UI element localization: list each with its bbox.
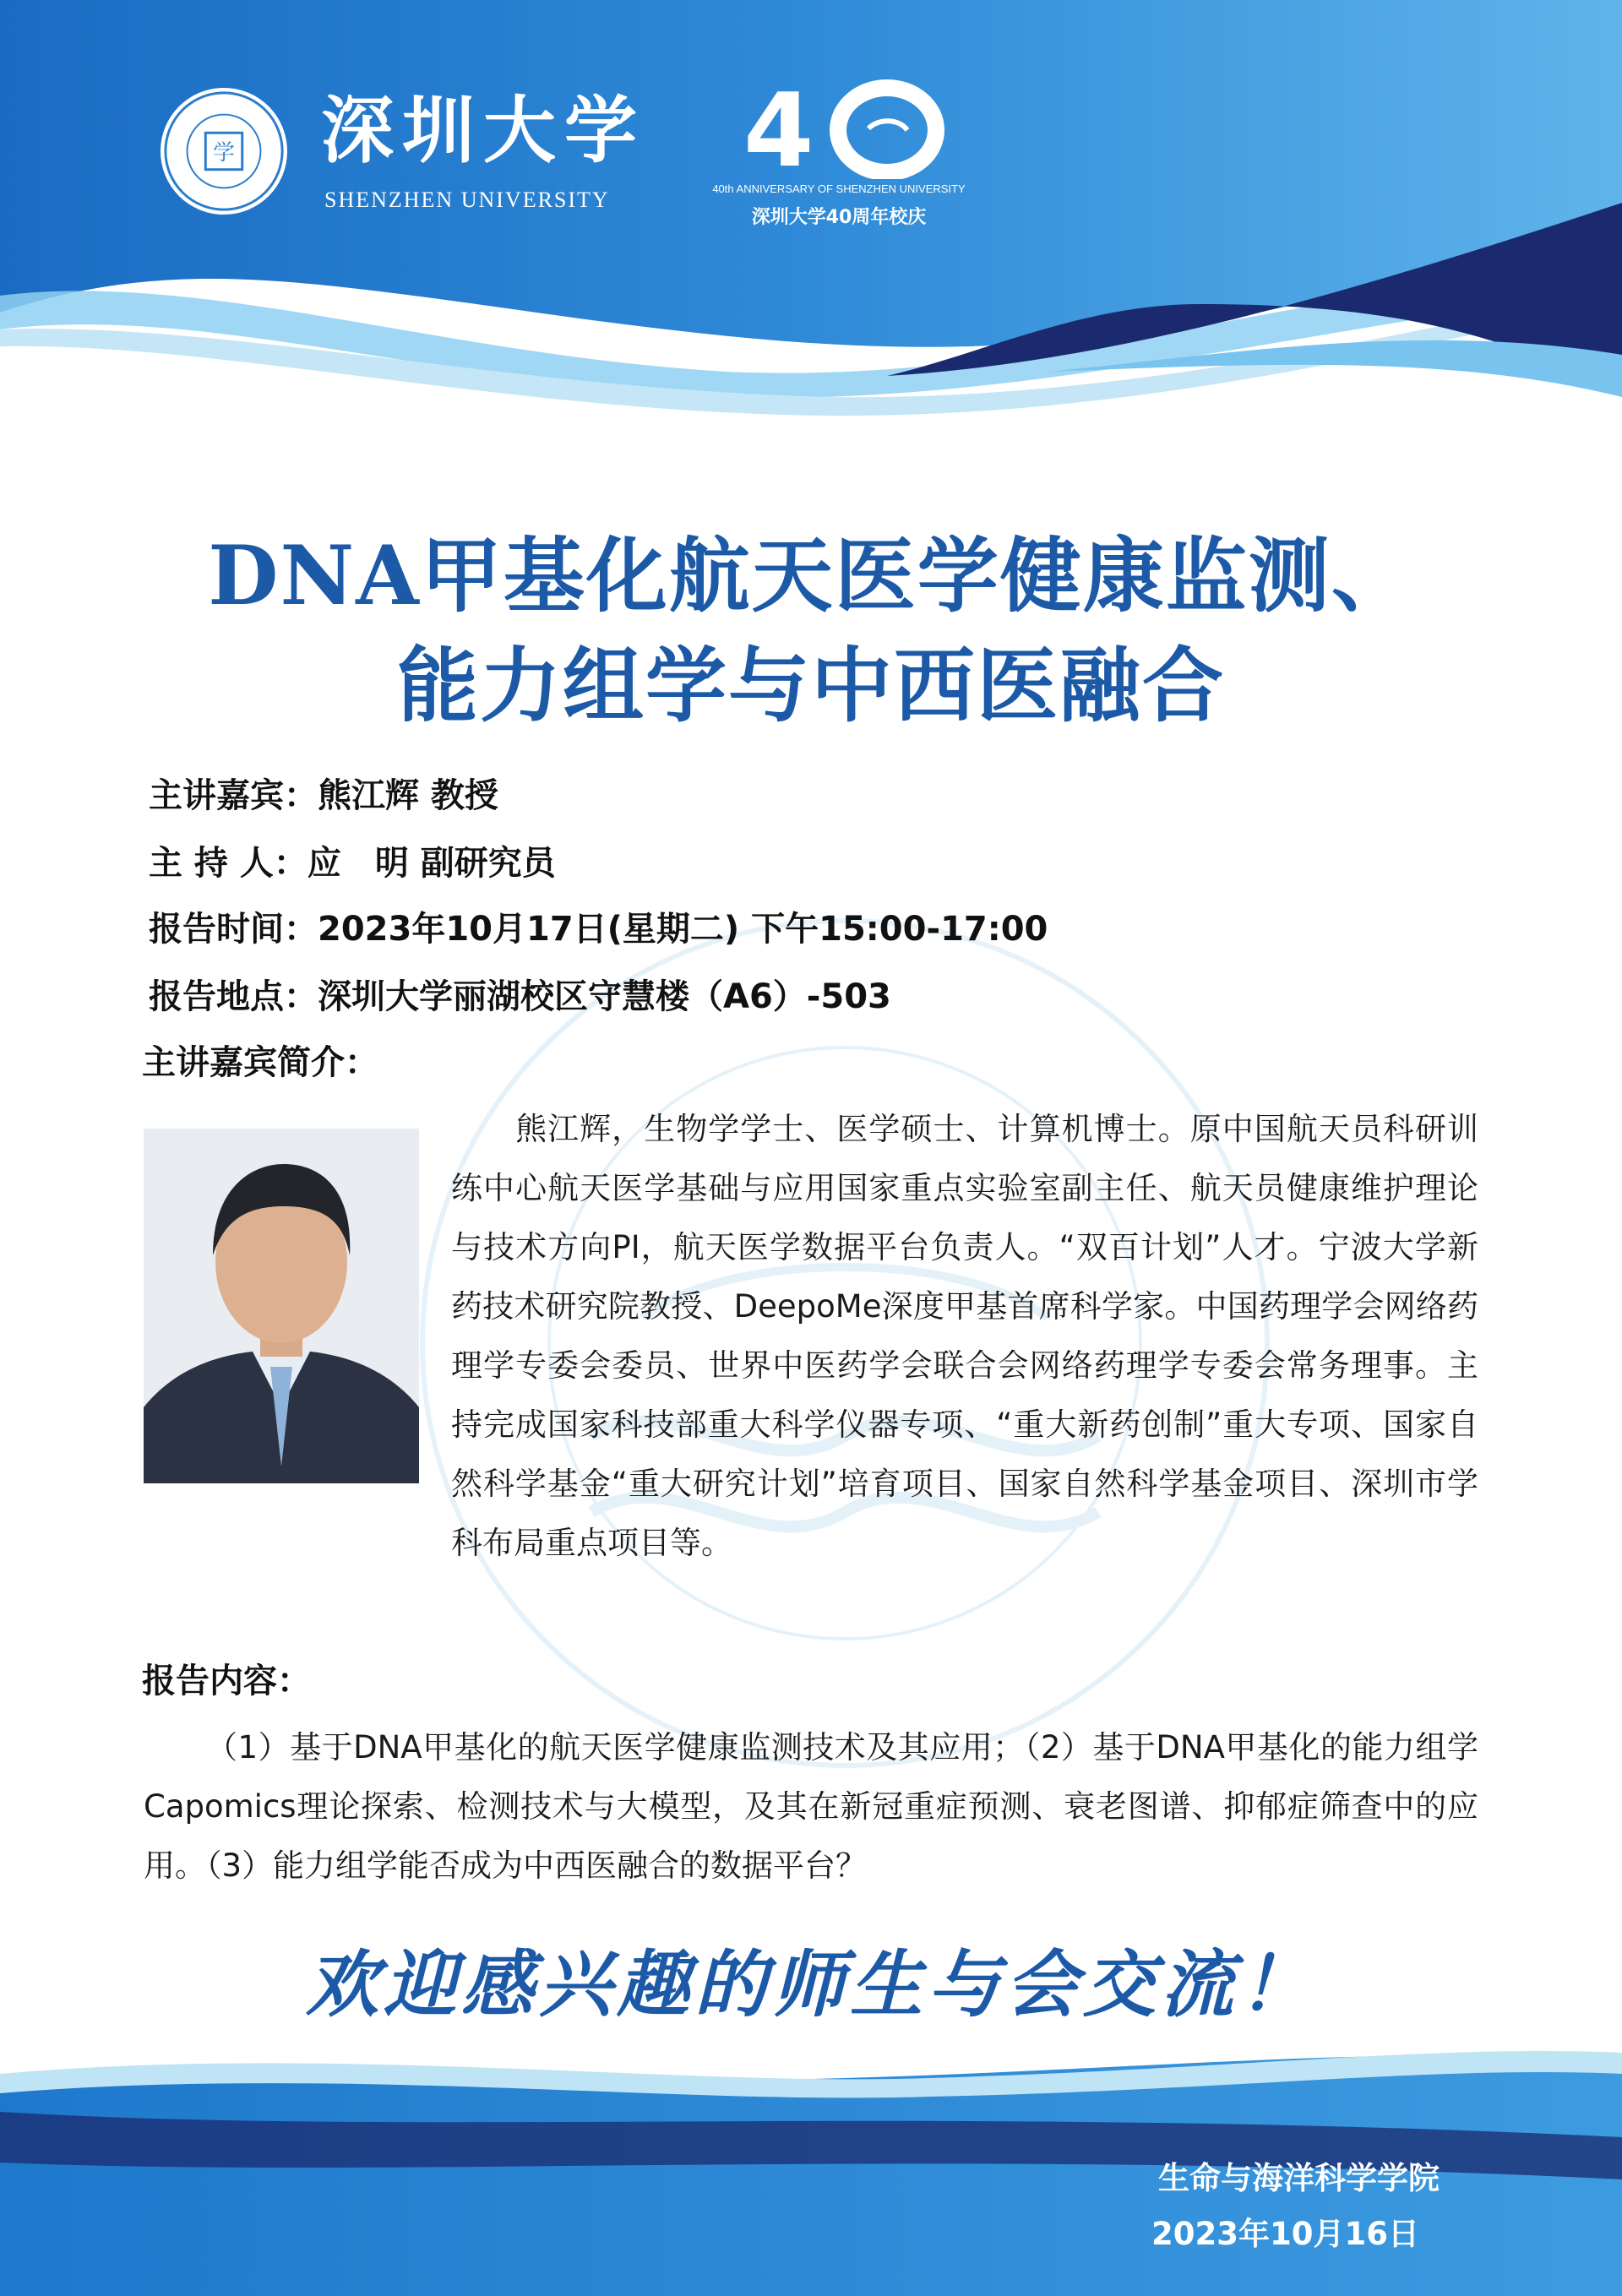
anniversary-40-logo — [743, 78, 946, 179]
university-name-en: SHENZHEN UNIVERSITY — [324, 188, 610, 212]
report-heading: 报告内容： — [142, 1662, 311, 1700]
info-time — [149, 902, 1048, 950]
footer-department: 生命与海洋科学学院 — [1158, 2160, 1440, 2196]
info-label: 报告时间： — [149, 910, 318, 949]
svg-text:4: 4 — [743, 78, 814, 179]
info-label: 报告地点： — [149, 977, 318, 1016]
info-host — [149, 836, 556, 884]
anniversary-caption-en: 40th ANNIVERSARY OF SHENZHEN UNIVERSITY — [712, 182, 966, 195]
footer-date: 2023年10月16日 — [1151, 2216, 1419, 2252]
anniversary-caption-cn: 深圳大学40周年校庆 — [751, 207, 927, 228]
info-location — [149, 970, 891, 1018]
welcome-slogan: 欢迎感兴趣的师生与会交流！ — [306, 1942, 1316, 2027]
bio-text: 熊江辉，生物学学士、医学硕士、计算机博士。原中国航天员科研训练中心航天医学基础与应用国家重点实验室副主任、航天员健康维护理论与技术方向PI，航天医学数据平台负责人。“双百计划”人才。宁波大学新药技术研究院教授、DeepoMe深度甲基首席科学家。中国药理学会网络药理学专委会委员、世界中医药学会联合会网络药理学专委会常务理事。主持完成国家科技部重大科学仪器专项、“重大新药创制”重大专项、国家自然科学基金“重大研究计划”培育项目、国家自然科学基金项目、深圳市学科布局重点项目等。 — [451, 1111, 1478, 1561]
report-text: （1）基于DNA甲基化的航天医学健康监测技术及其应用；（2）基于DNA甲基化的能力组学Capomics理论探索、检测技术与大模型，及其在新冠重症预测、衰老图谱、抑郁症筛查中的应用。（3）能力组学能否成为中西医融合的数据平台？ — [144, 1729, 1478, 1884]
info-speaker — [149, 769, 498, 817]
info-value: 熊江辉 教授 — [318, 776, 498, 815]
info-label: 主 持 人： — [149, 844, 308, 883]
info-label: 主讲嘉宾： — [149, 776, 318, 815]
poster-title-line1: DNA甲基化航天医学健康监测、 — [208, 528, 1414, 623]
poster-title-line2: 能力组学与中西医融合 — [397, 638, 1225, 733]
svg-text:学: 学 — [213, 139, 235, 166]
info-value: 应 明 副研究员 — [307, 844, 556, 883]
info-value: 深圳大学丽湖校区守慧楼（A6）-503 — [318, 977, 891, 1016]
bio-text-block — [144, 1100, 1478, 1573]
university-seal-logo — [157, 84, 291, 218]
bio-photo-spacer — [144, 1100, 451, 1522]
bio-heading: 主讲嘉宾简介： — [142, 1043, 378, 1082]
university-name-cn: 深圳大学 — [321, 88, 645, 173]
info-value: 2023年10月17日(星期二) 下午15:00-17:00 — [318, 910, 1048, 949]
